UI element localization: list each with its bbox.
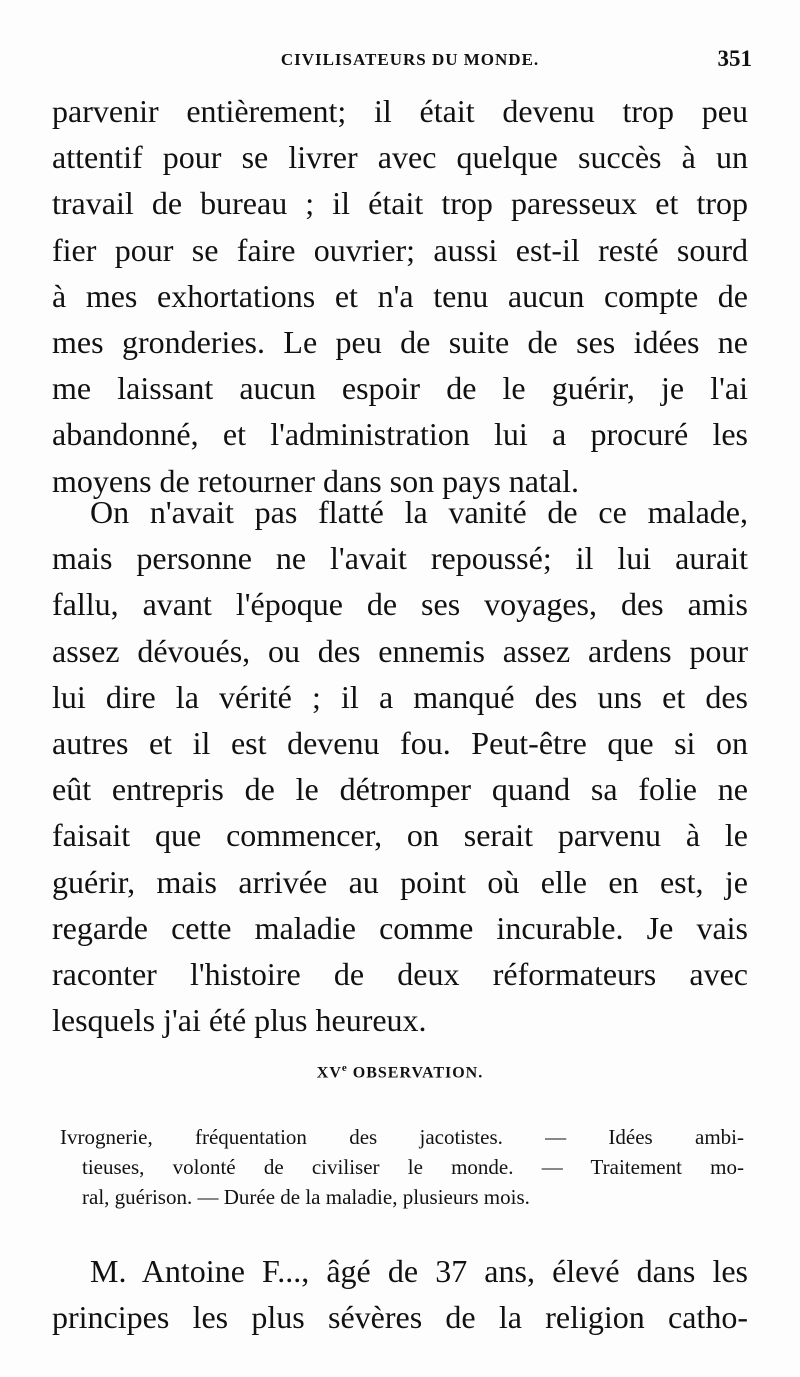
text-line: principes les plus sévères de la religion catho- [52,1299,748,1336]
paragraph-continued [52,88,748,504]
running-title: CIVILISATEURS DU MONDE. [280,50,540,69]
text-line: regarde cette maladie comme incurable. Je vais [52,909,748,946]
page-number: 351 [717,46,752,71]
text-line: eût entrepris de le détromper quand sa folie ne [52,771,748,808]
text-line: attentif pour se livrer avec quelque succès à un [52,139,748,176]
summary-line: Ivrognerie, fréquentation des jacotistes. — Idées ambi- [60,1125,744,1149]
observation-title: OBSERVATION. [352,1064,484,1082]
text-line: M. Antoine F..., âgé de 37 ans, élevé dans les [90,1253,748,1289]
text-line: fallu, avant l'époque de ses voyages, des amis [52,586,748,623]
observation-summary [60,1122,744,1212]
text-line: autres et il est devenu fou. Peut-être que si on [52,724,748,761]
text-line: moyens de retourner dans son pays natal. [52,462,579,499]
running-header [60,46,760,76]
text-line: assez dévoués, ou des ennemis assez ardens pour [52,632,748,669]
summary-line: tieuses, volonté de civiliser le monde. — Traitement mo- [82,1155,744,1179]
text-line: parvenir entièrement; il était devenu trop peu [52,93,748,129]
text-line: abandonné, et l'administration lui a procuré les [52,416,748,453]
text-line: me laissant aucun espoir de le guérir, je l'ai [52,370,748,407]
text-line: lesquels j'ai été plus heureux. [52,1002,427,1039]
text-line: mes gronderies. Le peu de suite de ses idées ne [52,323,748,360]
summary-line: ral, guérison. — Durée de la maladie, plusieurs mois. [82,1185,530,1209]
text-line: raconter l'histoire de deux réformateurs avec [52,955,748,992]
text-line: On n'avait pas flatté la vanité de ce malade, [90,494,748,530]
paragraph-third [52,1248,748,1340]
text-line: guérir, mais arrivée au point où elle en est, je [52,863,748,900]
text-line: travail de bureau ; il était trop paresseux et trop [52,185,748,222]
paragraph-second [52,489,748,1043]
text-line: mais personne ne l'avait repoussé; il lui aurait [52,540,748,577]
text-line: lui dire la vérité ; il a manqué des uns et des [52,678,748,715]
text-line: faisait que commencer, on serait parvenu à le [52,817,748,854]
text-line: fier pour se faire ouvrier; aussi est-il resté sourd [52,231,748,268]
observation-numeral: XV [316,1064,342,1082]
text-line: à mes exhortations et n'a tenu aucun compte de [52,277,748,314]
observation-superscript: e [341,1062,348,1074]
observation-heading [0,1062,800,1082]
